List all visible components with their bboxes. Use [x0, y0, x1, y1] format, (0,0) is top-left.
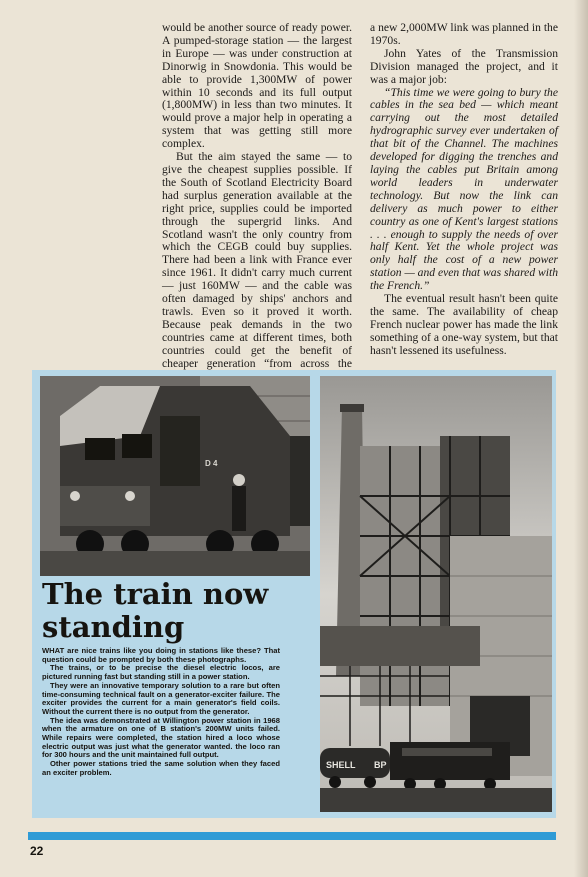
- caption-paragraph: The idea was demonstrated at Willington power station in 1968 when the armature on one of B station's 200MW units failed. While repairs were completed, the station hired a loco whose electric output was just what the generator wanted. the loco ran for 300 hours and the unit maintained full output.: [42, 715, 280, 760]
- page-number: 22: [30, 844, 44, 858]
- article-paragraph: John Yates of the Transmission Division managed the project, and it was a major job:: [370, 46, 558, 86]
- feature-headline: The train now standing: [42, 577, 269, 644]
- caption-paragraph: The trains, or to be precise the diesel electric locos, are pictured running fast but standing still in a power station.: [42, 663, 280, 682]
- caption-paragraph: They were an innovative temporary solution to a rare but often time-consuming technical fault on a generator-exciter failure. The exciter provides the current for a main generator's field coils. Without the current there is no output from the generator.: [42, 680, 280, 716]
- power-station-photo: [290, 376, 552, 812]
- tanker-label-2: BP: [374, 760, 387, 770]
- locomotive-photo: [40, 376, 310, 576]
- footer-accent-rule: [28, 832, 556, 840]
- article-paragraph: a new 2,000MW link was planned in the 1970s.: [370, 21, 558, 47]
- page-edge-shadow: [574, 0, 588, 877]
- article-paragraph: would be another source of ready power. A pumped-storage station — the largest in Europe — was under construction at Dinorwig in Snowdonia. This would be able to provide 1,300MW of power within 10 seconds and its full output (1,800MW) in less than two minutes. It would prove a major help in operating a system that was getting still more complex.: [162, 21, 352, 151]
- article-paragraph: But the aim stayed the same — to give the cheapest supplies possible. If the South of Scotland Electricity Board had surplus generation available at the right price, supplies could be imported through the supergrid links. And Scotland wasn't the only country from which the CEGB could buy supplies. There had been a link with France ever since 1961. It didn't carry much current — just 160MW — and the cable was often damaged by ships' anchors and trawls. Even so it proved it worth. Because peak demands in the two countries came at different times, both countries could get the benefit of cheaper generation “from across the: [162, 150, 352, 370]
- caption-paragraph: WHAT are nice trains like you doing in stations like these? That question could be prompted by both these photographs.: [42, 646, 280, 664]
- article-column-left: [162, 22, 352, 396]
- article-paragraph: The eventual result hasn't been quite the same. The availability of cheap French nuclear power has made the link something of a one-way system, but that hasn't lessened its usefulness.: [370, 292, 558, 357]
- tanker-label: SHELL: [326, 760, 356, 770]
- article-quote: “This time we were going to bury the cables in the sea bed — which meant carrying out the most detailed hydrographic survey ever undertaken of that bit of the Channel. The machines developed for digging the trenches and laying the cables put Britain among world leaders in underwater technology. But now the link can delivery as much power to either country as one of Kent's largest stations . . . enough to supply the needs of over half Kent. Yet the whole project was only half the cost of a new power station — and even that was shared with the French.”: [370, 85, 558, 293]
- loco-number-label: D 4: [205, 459, 218, 468]
- caption-paragraph: Other power stations tried the same solution when they faced an exciter problem.: [42, 759, 280, 777]
- feature-caption: [42, 647, 280, 778]
- article-column-right: [370, 22, 558, 358]
